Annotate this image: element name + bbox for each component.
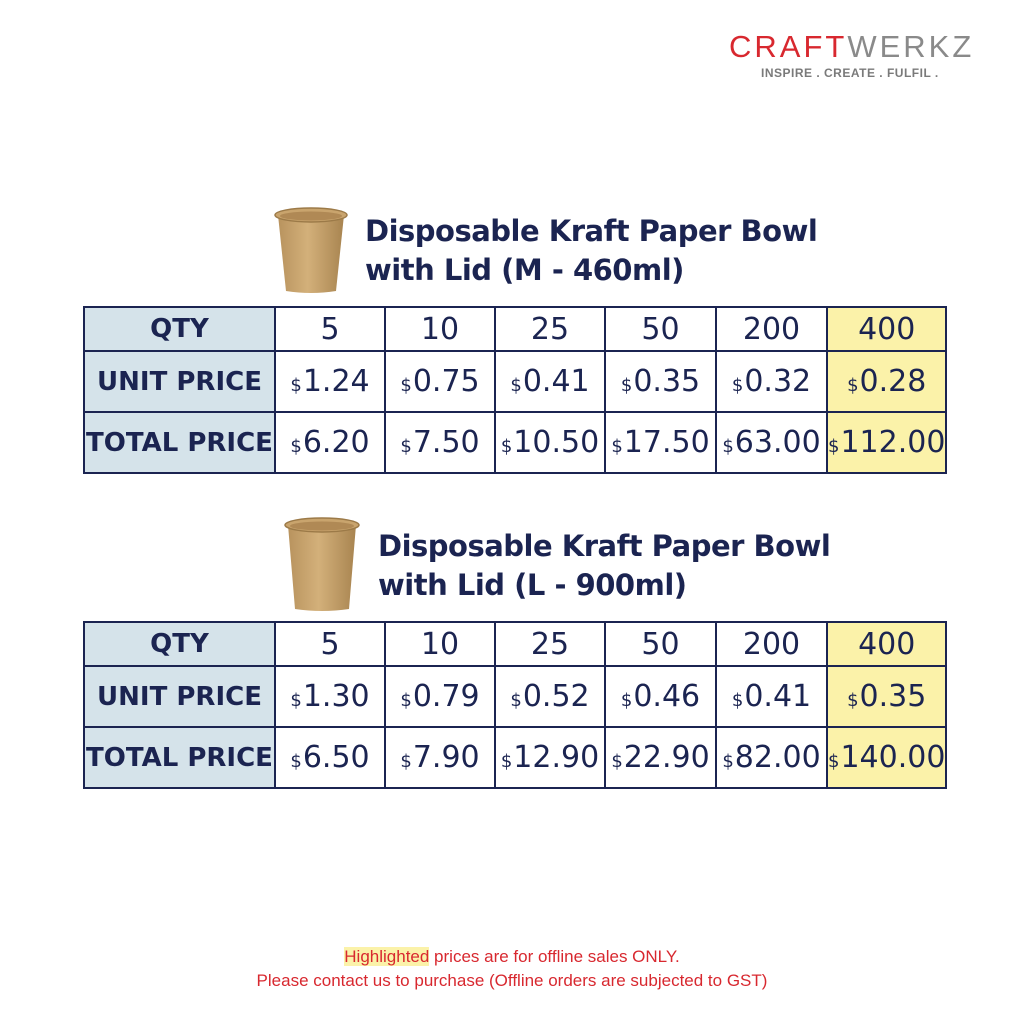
currency-symbol: $ — [400, 751, 412, 772]
currency-symbol: $ — [290, 375, 302, 396]
product-title — [378, 527, 830, 605]
unit-price-cell — [275, 666, 385, 727]
total-price-cell — [605, 412, 716, 473]
total-price-cell — [716, 412, 827, 473]
brand-name-part2: WERKZ — [847, 29, 975, 64]
unit-price-row — [84, 666, 946, 727]
currency-symbol: $ — [611, 436, 623, 457]
qty-cell: 5 — [275, 307, 385, 351]
total-price-value: 7.50 — [412, 425, 480, 460]
currency-symbol: $ — [722, 436, 734, 457]
product-title — [365, 212, 817, 290]
product-title-line1: Disposable Kraft Paper Bowl — [365, 214, 818, 248]
currency-symbol: $ — [731, 375, 744, 396]
unit-price-value: 0.35 — [633, 364, 701, 399]
unit-price-value: 0.75 — [412, 364, 480, 399]
total-price-cell — [275, 412, 385, 473]
total-price-row — [84, 412, 946, 473]
total-price-cell — [495, 727, 605, 788]
currency-symbol: $ — [510, 690, 522, 711]
brand-logo — [729, 30, 989, 80]
total-price-value: 6.20 — [302, 425, 370, 460]
currency-symbol: $ — [500, 436, 513, 457]
kraft-cup-image — [272, 205, 350, 295]
qty-cell: 200 — [716, 307, 827, 351]
brand-name-part1: CRAFT — [729, 29, 848, 64]
unit-price-cell — [275, 351, 385, 412]
qty-cell: 200 — [716, 622, 827, 666]
unit-price-value: 0.52 — [522, 679, 590, 714]
row-label-qty: QTY — [84, 307, 275, 351]
kraft-cup-image — [283, 515, 361, 613]
total-price-cell — [605, 727, 716, 788]
unit-price-cell — [605, 351, 716, 412]
unit-price-value: 0.35 — [859, 679, 927, 714]
qty-cell: 25 — [495, 307, 605, 351]
row-label-total-price: TOTAL PRICE — [84, 412, 275, 473]
total-price-cell — [495, 412, 605, 473]
total-price-cell — [275, 727, 385, 788]
unit-price-row — [84, 351, 946, 412]
row-label-qty: QTY — [84, 622, 275, 666]
currency-symbol: $ — [500, 751, 513, 772]
unit-price-value: 0.41 — [522, 364, 590, 399]
qty-row — [84, 622, 946, 666]
unit-price-value: 0.32 — [744, 364, 812, 399]
total-price-value: 140.00 — [840, 740, 946, 775]
footer-line1-text: prices are for offline sales ONLY. — [429, 947, 680, 966]
currency-symbol: $ — [620, 375, 633, 396]
unit-price-value: 0.41 — [744, 679, 812, 714]
unit-price-value: 1.30 — [302, 679, 370, 714]
unit-price-value: 0.79 — [412, 679, 480, 714]
footer-line1 — [0, 945, 1024, 969]
unit-price-cell — [495, 666, 605, 727]
total-price-cell — [385, 727, 495, 788]
unit-price-cell — [716, 666, 827, 727]
row-label-total-price: TOTAL PRICE — [84, 727, 275, 788]
qty-cell-highlighted: 400 — [827, 307, 946, 351]
total-price-cell-highlighted — [827, 727, 946, 788]
currency-symbol: $ — [722, 751, 734, 772]
unit-price-cell — [495, 351, 605, 412]
currency-symbol: $ — [290, 751, 302, 772]
total-price-value: 7.90 — [412, 740, 480, 775]
currency-symbol: $ — [731, 690, 744, 711]
highlighted-word: Highlighted — [344, 947, 430, 966]
currency-symbol: $ — [620, 690, 633, 711]
unit-price-cell-highlighted — [827, 666, 946, 727]
total-price-value: 112.00 — [840, 425, 946, 460]
unit-price-cell — [605, 666, 716, 727]
price-table — [83, 621, 947, 789]
currency-symbol: $ — [847, 375, 859, 396]
product-title-line2: with Lid (L - 900ml) — [378, 568, 687, 602]
total-price-value: 6.50 — [302, 740, 370, 775]
footer-line2: Please contact us to purchase (Offline orders are subjected to GST) — [256, 971, 768, 990]
total-price-cell — [716, 727, 827, 788]
unit-price-value: 0.46 — [633, 679, 701, 714]
product-title-line1: Disposable Kraft Paper Bowl — [378, 529, 831, 563]
currency-symbol: $ — [290, 436, 302, 457]
currency-symbol: $ — [400, 375, 412, 396]
qty-cell: 50 — [605, 622, 716, 666]
price-table — [83, 306, 947, 474]
unit-price-value: 0.28 — [859, 364, 927, 399]
row-label-unit-price: UNIT PRICE — [84, 666, 275, 727]
qty-cell: 50 — [605, 307, 716, 351]
currency-symbol: $ — [847, 690, 859, 711]
total-price-value: 12.90 — [513, 740, 600, 775]
unit-price-value: 1.24 — [302, 364, 370, 399]
total-price-cell-highlighted — [827, 412, 946, 473]
qty-cell: 25 — [495, 622, 605, 666]
total-price-value: 82.00 — [734, 740, 821, 775]
currency-symbol: $ — [400, 436, 412, 457]
qty-cell: 10 — [385, 622, 495, 666]
total-price-value: 63.00 — [734, 425, 821, 460]
brand-name — [729, 30, 989, 64]
currency-symbol: $ — [828, 436, 840, 457]
unit-price-cell — [716, 351, 827, 412]
total-price-cell — [385, 412, 495, 473]
currency-symbol: $ — [400, 690, 412, 711]
unit-price-cell-highlighted — [827, 351, 946, 412]
total-price-value: 10.50 — [513, 425, 600, 460]
total-price-value: 22.90 — [623, 740, 710, 775]
product-title-line2: with Lid (M - 460ml) — [365, 253, 684, 287]
qty-cell-highlighted: 400 — [827, 622, 946, 666]
currency-symbol: $ — [828, 751, 840, 772]
currency-symbol: $ — [510, 375, 522, 396]
total-price-row — [84, 727, 946, 788]
unit-price-cell — [385, 666, 495, 727]
brand-tagline: INSPIRE . CREATE . FULFIL . — [761, 66, 939, 80]
total-price-value: 17.50 — [623, 425, 710, 460]
qty-cell: 10 — [385, 307, 495, 351]
footer-note — [0, 945, 1024, 993]
qty-cell: 5 — [275, 622, 385, 666]
row-label-unit-price: UNIT PRICE — [84, 351, 275, 412]
currency-symbol: $ — [290, 690, 302, 711]
unit-price-cell — [385, 351, 495, 412]
currency-symbol: $ — [611, 751, 623, 772]
qty-row — [84, 307, 946, 351]
